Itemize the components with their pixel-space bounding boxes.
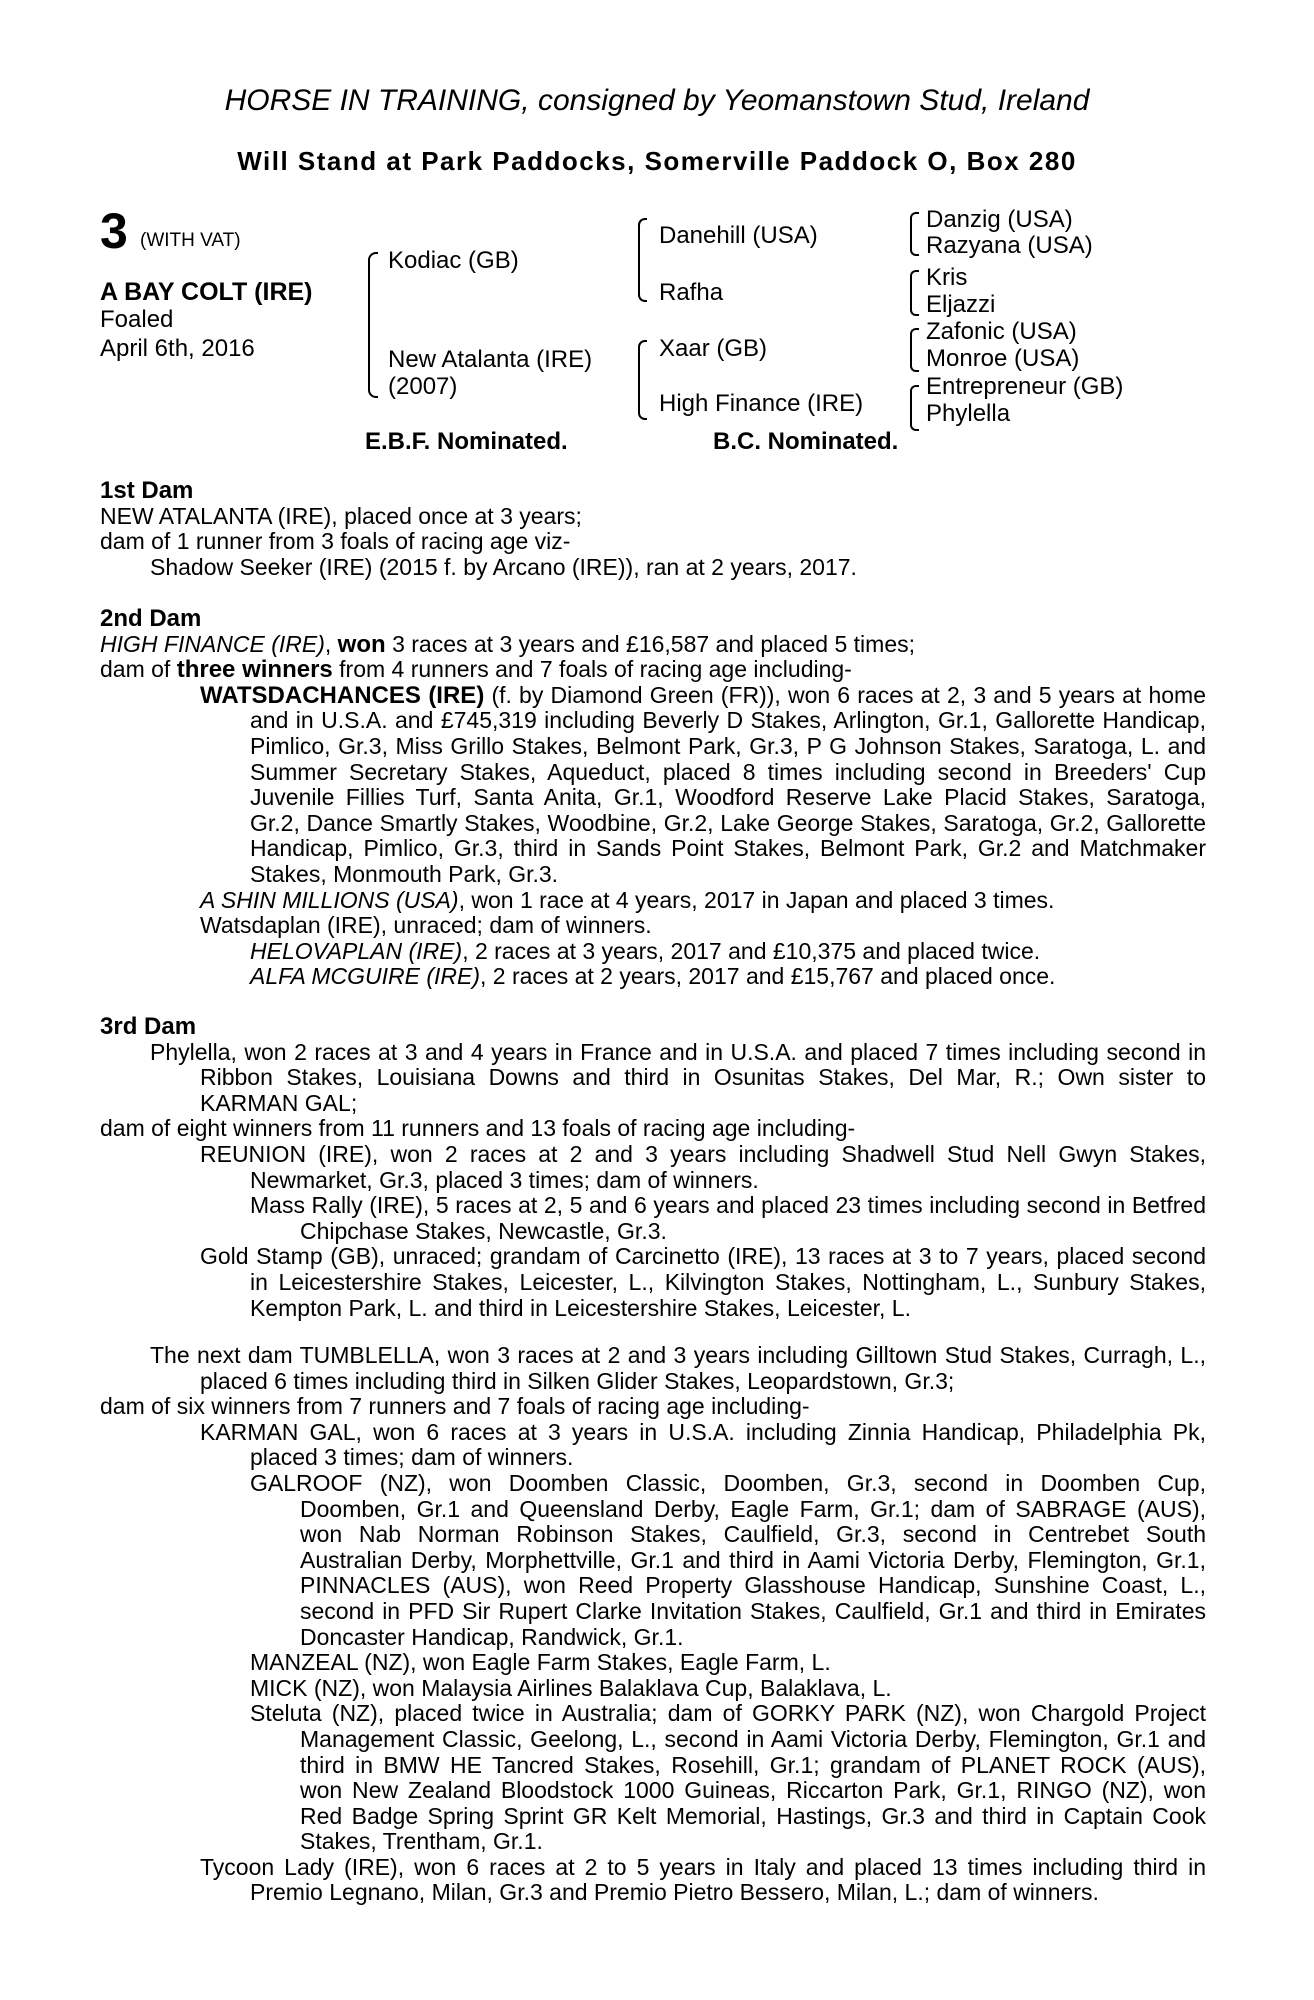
produce-name: WATSDACHANCES (IRE) <box>200 681 485 709</box>
third-dam-section <box>100 1014 1206 1321</box>
first-dam-heading: 1st Dam <box>100 477 194 504</box>
pedigree-dam: New Atalanta (IRE) <box>388 346 593 373</box>
second-dam-intro: HIGH FINANCE (IRE), won 3 races at 3 years and £16,587 and placed 5 times; <box>100 630 916 658</box>
next-dam-produce: dam of six winners from 7 runners and 7 foals of racing age including- <box>100 1393 810 1420</box>
pedigree-gen2-3: Xaar (GB) <box>659 335 768 362</box>
produce-record: (f. by Diamond Green (FR)), won 6 races at 2, 3 and 5 years at home and in U.S.A. and £745,319 including Beverly D Stakes, Arlington, Gr.1, Gallorette Handicap, Pimlico, Gr.3, Miss Grillo Stakes, Belmont Park, Gr.3, P G Johnson Stakes, Saratoga, L. and Summer Secretary Stakes, Aqueduct, placed 8 times including second in Breeders' Cup Juvenile Fillies Turf, Santa Anita, Gr.1, Woodford Reserve Lake Placid Stakes, Saratoga, Gr.2, Dance Smartly Stakes, Woodbine, Gr.2, Lake George Stakes, Saratoga, Gr.2, Gallorette Handicap, Pimlico, Gr.3, third in Sands Point Stakes, Belmont Park, Gr.2 and Matchmaker Stakes, Monmouth Park, Gr.3. <box>250 681 1206 887</box>
produce-record: , won 1 race at 4 years, 2017 in Japan and placed 3 times. <box>458 886 1055 913</box>
produce-entry <box>100 939 1206 965</box>
pedigree-gen3-5: Zafonic (USA) <box>926 318 1077 345</box>
pedigree-gen2-2: Rafha <box>659 279 724 306</box>
produce-entry: Watsdaplan (IRE), unraced; dam of winners. <box>200 912 652 939</box>
location-subtitle: Will Stand at Park Paddocks, Somerville Paddock O, Box 280 <box>237 146 1077 176</box>
pedigree-dam-year: (2007) <box>388 373 458 400</box>
pedigree-bracket-sire <box>638 218 647 302</box>
second-dam-record: 3 races at 3 years and £16,587 and placed 5 times; <box>392 630 916 657</box>
pedigree-gen3-8: Phylella <box>926 400 1011 427</box>
foaled-date: April 6th, 2016 <box>100 335 255 362</box>
pedigree-gen3-3: Kris <box>926 264 968 291</box>
produce-entry: REUNION (IRE), won 2 races at 2 and 3 years including Shadwell Stud Nell Gwyn Stakes, Newmarket, Gr.3, placed 3 times; dam of winners. <box>200 1140 1206 1193</box>
produce-name: A SHIN MILLIONS (USA) <box>200 886 459 913</box>
pedigree-bracket-g3-3 <box>910 328 919 372</box>
produce-entry: Mass Rally (IRE), 5 races at 2, 5 and 6 years and placed 23 times including second in Betfred Chipchase Stakes, Newcastle, Gr.3. <box>250 1192 1206 1244</box>
pedigree-bracket-g3-2 <box>910 270 919 316</box>
produce-entry <box>100 964 1206 990</box>
pedigree-gen3-2: Razyana (USA) <box>926 232 1093 259</box>
pedigree-gen2-1: Danehill (USA) <box>659 222 818 249</box>
page-title: HORSE IN TRAINING, consigned by Yeomanstown Stud, Ireland <box>224 84 1090 117</box>
text-span: three winners <box>176 656 333 684</box>
pedigree-gen3-4: Eljazzi <box>926 291 996 318</box>
pedigree-bracket-g3-1 <box>910 212 919 256</box>
third-dam-entry: Phylella, won 2 races at 3 and 4 years in France and in U.S.A. and placed 7 times including second in Ribbon Stakes, Louisiana Downs and third in Osunitas Stakes, Del Mar, R.; Own sister to KARMAN GAL; <box>150 1038 1206 1116</box>
pedigree-bracket-dam <box>638 340 647 420</box>
third-dam-produce: dam of eight winners from 11 runners and 13 foals of racing age including- <box>100 1115 856 1142</box>
produce-name: ALFA MCGUIRE (IRE) <box>250 963 481 990</box>
bc-nomination: B.C. Nominated. <box>713 428 899 455</box>
third-dam-heading: 3rd Dam <box>100 1013 197 1040</box>
produce-entry: Gold Stamp (GB), unraced; grandam of Carcinetto (IRE), 13 races at 3 to 7 years, placed second in Leicestershire Stakes, Leicester, L., Kilvington Stakes, Nottingham, L., Sunbury Stakes, Kempton Park, L. and third in Leicestershire Stakes, Leicester, L. <box>200 1243 1206 1321</box>
vat-note: (WITH VAT) <box>140 230 241 251</box>
pedigree-bracket-main <box>368 252 378 398</box>
produce-record: , 2 races at 3 years, 2017 and £10,375 and placed twice. <box>462 937 1041 964</box>
first-dam-section <box>100 478 1206 580</box>
produce-entry: MANZEAL (NZ), won Eagle Farm Stakes, Eagle Farm, L. <box>250 1649 831 1676</box>
produce-entry <box>100 888 1206 914</box>
produce-entry: GALROOF (NZ), won Doomben Classic, Doomben, Gr.3, second in Doomben Cup, Doomben, Gr.1 and Queensland Derby, Eagle Farm, Gr.1; dam of SABRAGE (AUS), won Nab Norman Robinson Stakes, Caulfield, Gr.3, second in Centrebet South Australian Derby, Morphettville, Gr.1 and third in Aami Victoria Derby, Flemington, Gr.1, PINNACLES (AUS), won Reed Property Glasshouse Handicap, Sunshine Coast, L., second in PFD Sir Rupert Clarke Invitation Stakes, Caulfield, Gr.1 and third in Emirates Doncaster Handicap, Randwick, Gr.1. <box>250 1469 1206 1650</box>
second-dam-produce <box>100 657 1206 683</box>
produce-entry: Steluta (NZ), placed twice in Australia; dam of GORKY PARK (NZ), won Chargold Project Management Classic, Geelong, L., second in Aami Victoria Derby, Flemington, Gr.1 and third in BMW HE Tancred Stakes, Rosehill, Gr.1; grandam of PLANET ROCK (AUS), won New Zealand Bloodstock 1000 Guineas, Riccarton Park, Gr.1, RINGO (NZ), won Red Badge Spring Sprint GR Kelt Memorial, Hastings, Gr.3 and third in Captain Cook Stakes, Trentham, Gr.1. <box>250 1700 1206 1855</box>
produce-entry: Tycoon Lady (IRE), won 6 races at 2 to 5 years in Italy and placed 13 times including third in Premio Legnano, Milan, Gr.3 and Premio Pietro Bessero, Milan, L.; dam of winners. <box>200 1853 1206 1906</box>
pedigree-gen3-6: Monroe (USA) <box>926 345 1080 372</box>
pedigree-gen2-4: High Finance (IRE) <box>659 390 864 417</box>
pedigree-sire: Kodiac (GB) <box>388 247 519 274</box>
second-dam-section <box>100 606 1206 990</box>
ebf-nomination: E.B.F. Nominated. <box>365 428 568 455</box>
produce-entry: KARMAN GAL, won 6 races at 3 years in U.S.A. including Zinnia Handicap, Philadelphia Pk, placed 3 times; dam of winners. <box>200 1418 1206 1471</box>
text-span: dam of <box>100 656 177 683</box>
next-dam-entry: The next dam TUMBLELLA, won 3 races at 2 and 3 years including Gilltown Stud Stakes, Curragh, L., placed 6 times including third in Silken Glider Stakes, Leopardstown, Gr.3; <box>150 1342 1206 1394</box>
produce-name: HELOVAPLAN (IRE) <box>250 937 463 964</box>
text-span: from 4 runners and 7 foals of racing age including- <box>332 656 852 683</box>
first-dam-line: dam of 1 runner from 3 foals of racing age viz- <box>100 528 571 555</box>
lot-description: A BAY COLT (IRE) <box>100 278 313 306</box>
produce-record: , 2 races at 2 years, 2017 and £15,767 and placed once. <box>480 963 1056 990</box>
second-dam-name: HIGH FINANCE (IRE) <box>100 630 325 657</box>
second-dam-heading: 2nd Dam <box>100 605 202 632</box>
produce-entry <box>100 683 1206 888</box>
pedigree-gen3-7: Entrepreneur (GB) <box>926 373 1124 400</box>
foaled-label: Foaled <box>100 306 174 333</box>
produce-entry: MICK (NZ), won Malaysia Airlines Balaklava Cup, Balaklava, L. <box>250 1674 892 1701</box>
first-dam-line: NEW ATALANTA (IRE), placed once at 3 years; <box>100 502 582 529</box>
first-dam-foal: Shadow Seeker (IRE) (2015 f. by Arcano (IRE)), ran at 2 years, 2017. <box>150 553 857 580</box>
pedigree-gen3-1: Danzig (USA) <box>926 206 1073 233</box>
pedigree-bracket-g3-4 <box>910 385 919 431</box>
next-dam-section <box>100 1343 1206 1906</box>
won-label: won <box>337 630 386 658</box>
lot-number: 3 <box>100 203 128 259</box>
